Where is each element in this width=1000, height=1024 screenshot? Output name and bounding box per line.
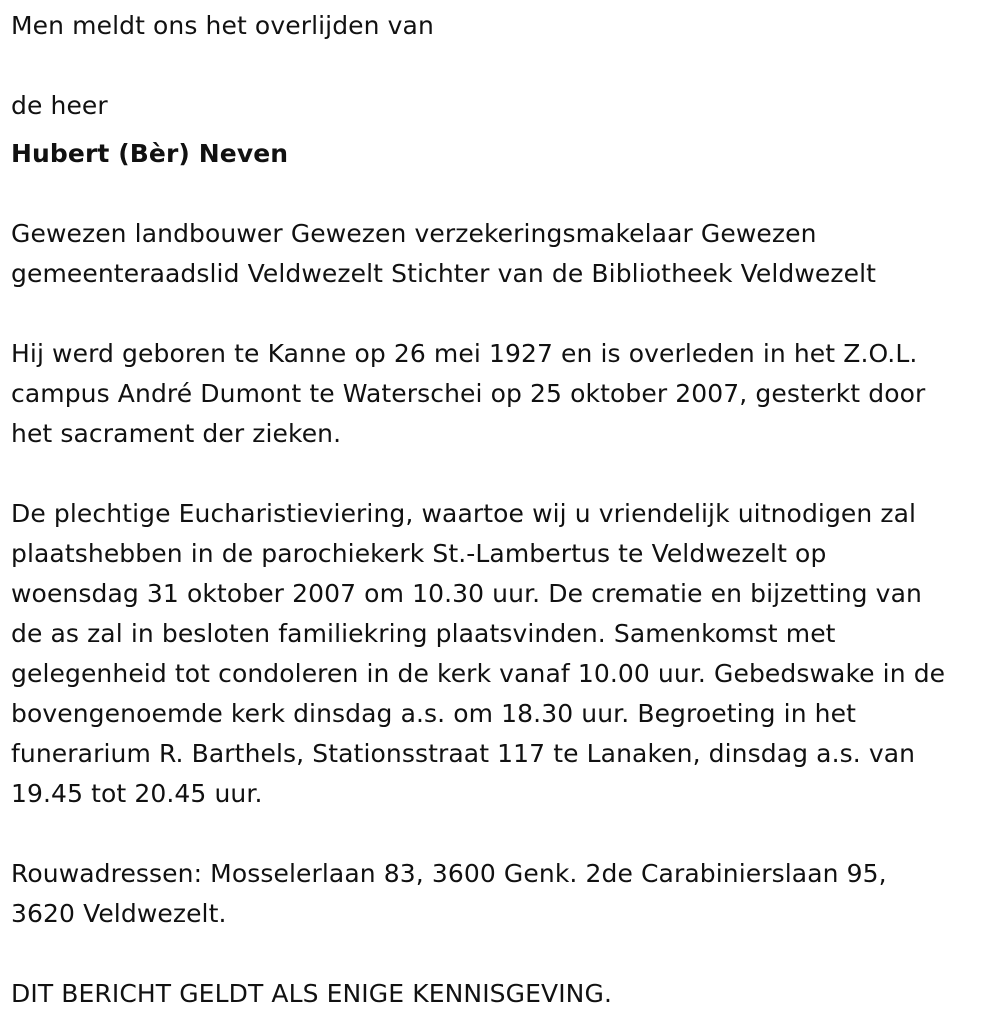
paragraph-line: Gewezen landbouwer Gewezen verzekeringsmakelaar Gewezen: [11, 219, 817, 248]
intro-text: Men meldt ons het overlijden van: [11, 11, 434, 40]
paragraph-line: bovengenoemde kerk dinsdag a.s. om 18.30 uur. Begroeting in het: [11, 699, 857, 728]
salutation-text: de heer: [11, 91, 108, 120]
deceased-name: Hubert (Bèr) Neven: [11, 139, 289, 168]
paragraph-line: de as zal in besloten familiekring plaatsvinden. Samenkomst met: [11, 619, 836, 648]
closing-text: DIT BERICHT GELDT ALS ENIGE KENNISGEVING.: [11, 979, 612, 1008]
paragraph-line: 3620 Veldwezelt.: [11, 899, 227, 928]
paragraph-line: De plechtige Eucharistieviering, waartoe wij u vriendelijk uitnodigen zal: [11, 499, 917, 528]
paragraph-line: Rouwadressen: Mosselerlaan 83, 3600 Genk. 2de Carabinierslaan 95,: [11, 859, 887, 888]
paragraph-line: gemeenteraadslid Veldwezelt Stichter van de Bibliotheek Veldwezelt: [11, 259, 877, 288]
paragraph-line: het sacrament der zieken.: [11, 419, 342, 448]
paragraph-line: gelegenheid tot condoleren in de kerk vanaf 10.00 uur. Gebedswake in de: [11, 659, 946, 688]
paragraph-line: woensdag 31 oktober 2007 om 10.30 uur. De crematie en bijzetting van: [11, 579, 922, 608]
paragraph-line: funerarium R. Barthels, Stationsstraat 117 te Lanaken, dinsdag a.s. van: [11, 739, 916, 768]
paragraph-line: plaatshebben in de parochiekerk St.-Lambertus te Veldwezelt op: [11, 539, 827, 568]
paragraph-line: 19.45 tot 20.45 uur.: [11, 779, 263, 808]
paragraph-line: Hij werd geboren te Kanne op 26 mei 1927 en is overleden in het Z.O.L.: [11, 339, 918, 368]
paragraph-line: campus André Dumont te Waterschei op 25 oktober 2007, gesterkt door: [11, 379, 926, 408]
